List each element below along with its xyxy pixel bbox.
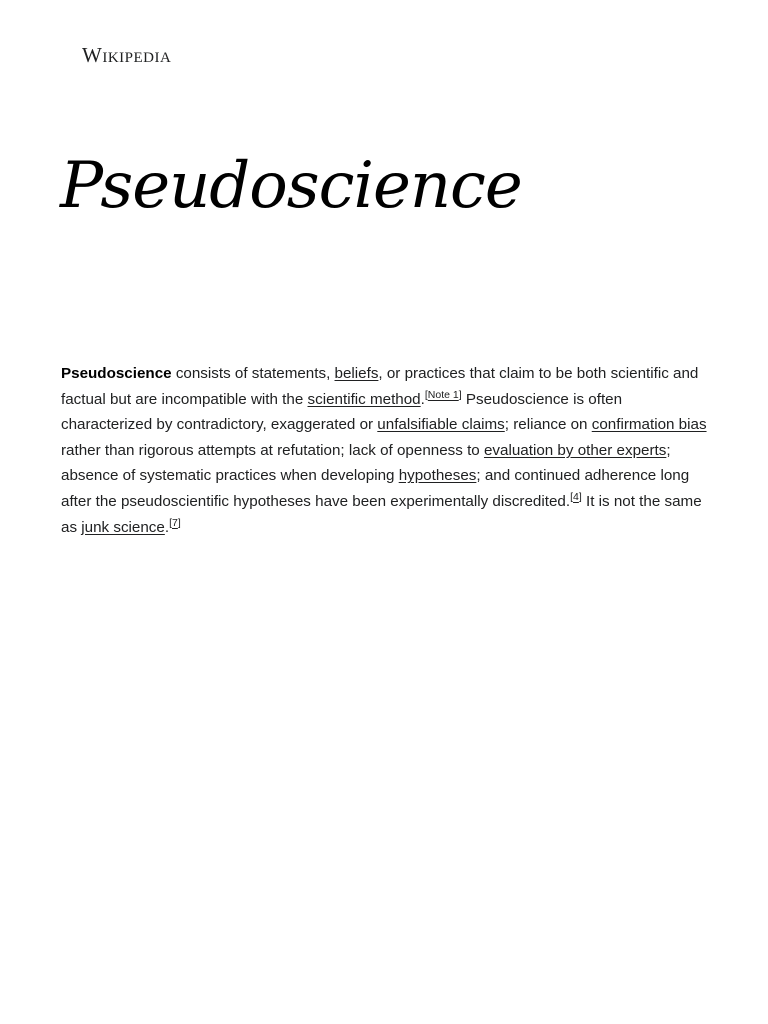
lead-text: consists of statements, <box>171 365 335 382</box>
citation-link[interactable] <box>169 517 181 529</box>
link-hypotheses[interactable]: hypotheses <box>398 467 477 485</box>
bracket-close: ] <box>177 516 181 529</box>
lead-text: It is not the same as <box>61 492 702 536</box>
citation-link[interactable] <box>425 389 462 401</box>
citation-link[interactable] <box>570 491 582 503</box>
lead-text: ; reliance on <box>504 416 592 434</box>
lead-text: , or practices that claim to be both scientific and factual but are incompatible with the <box>61 365 699 408</box>
lead-paragraph <box>61 361 709 540</box>
lead-text: . <box>420 390 425 408</box>
wikipedia-wordmark[interactable]: Wikipedia <box>82 43 172 67</box>
lead-text: rather than rigorous attempts at refutation; lack of openness to <box>61 441 484 459</box>
citation-7[interactable] <box>169 517 181 529</box>
link-unfalsifiable-claims[interactable]: unfalsifiable claims <box>377 416 505 434</box>
link-confirmation-bias[interactable]: confirmation bias <box>591 416 707 434</box>
citation-4[interactable] <box>570 491 582 503</box>
citation-note-1[interactable] <box>425 389 462 401</box>
bracket-open: [ <box>424 388 428 401</box>
link-junk-science[interactable]: junk science <box>81 518 165 536</box>
bracket-open: [ <box>570 490 574 503</box>
bracket-close: ] <box>458 388 462 401</box>
citation-label[interactable]: Note 1 <box>427 388 459 401</box>
bracket-open: [ <box>169 516 172 529</box>
lead-text: ; and continued adherence long after the pseudoscientific hypotheses have been experimentally discredited. <box>61 467 690 510</box>
lead-text: ; absence of systematic practices when developing <box>61 441 671 485</box>
citation-label[interactable]: 4 <box>573 490 579 503</box>
link-scientific-method[interactable]: scientific method <box>307 390 421 408</box>
lead-text: Pseudoscience is often characterized by contradictory, exaggerated or <box>61 390 623 434</box>
link-evaluation-by-other-experts[interactable]: evaluation by other experts <box>483 441 667 459</box>
subject-term: Pseudoscience <box>61 365 172 382</box>
bracket-close: ] <box>578 490 582 503</box>
lead-text: . <box>164 518 170 536</box>
link-beliefs[interactable]: beliefs <box>334 365 379 382</box>
page-title: Pseudoscience <box>60 149 522 223</box>
citation-label[interactable]: 7 <box>172 516 178 529</box>
